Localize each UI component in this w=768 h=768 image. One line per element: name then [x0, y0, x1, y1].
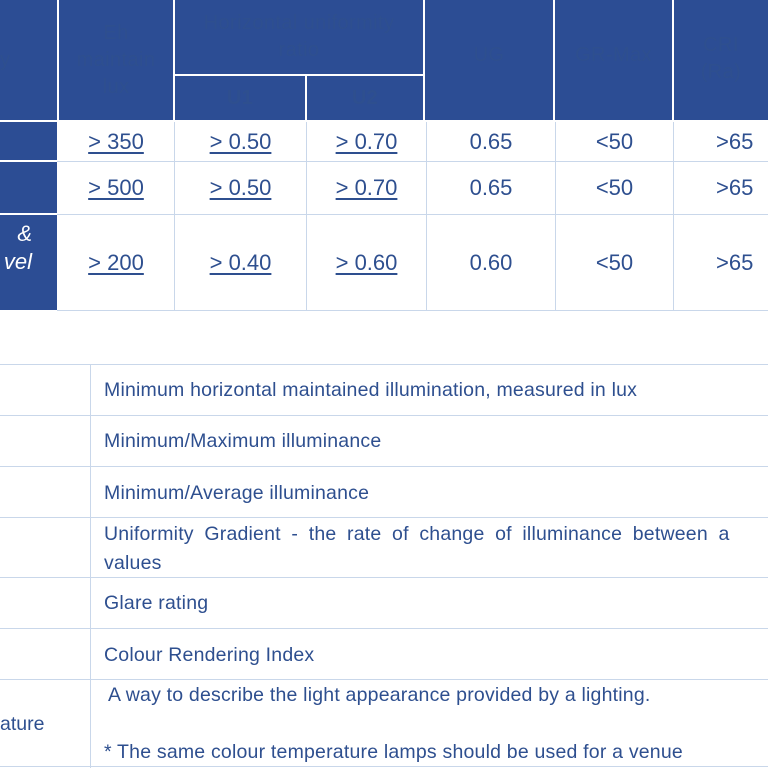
- definitions-row-divider: [0, 466, 768, 467]
- cell-eh: [58, 162, 174, 214]
- cell-u2: [307, 162, 426, 214]
- header-cell-first: [0, 0, 57, 120]
- header-hur-line2: ratio: [278, 39, 320, 61]
- cell-eh: [58, 215, 174, 310]
- header-cri-line2: (Ra): [700, 61, 742, 83]
- header-eh-line1: Eh: [103, 21, 129, 44]
- header-eh-line2: maintain: [76, 48, 156, 71]
- definition-cri: Colour Rendering Index: [104, 644, 315, 666]
- definitions-row-divider: [0, 628, 768, 629]
- cell-ug: [427, 215, 555, 310]
- cell-cri-value: >65: [716, 175, 754, 200]
- header-cell-ug: [425, 0, 553, 110]
- definition-colour-temperature-note: * The same colour temperature lamps should be used for a venue: [104, 741, 683, 763]
- cell-ug-value: 0.60: [469, 249, 513, 275]
- cell-ug: [427, 122, 555, 162]
- definition-ug-continued: values: [104, 552, 162, 574]
- cell-eh-value: > 200: [88, 249, 144, 275]
- header-eh-line3: lux: [102, 75, 130, 98]
- definitions-row-divider: [0, 364, 768, 365]
- cell-cri: [674, 122, 768, 162]
- cell-u2-value: > 0.60: [335, 249, 398, 275]
- header-cell-u2: [307, 76, 423, 120]
- cell-ug: [427, 162, 555, 214]
- cell-u1: [175, 122, 306, 162]
- cell-u1: [175, 215, 306, 310]
- cell-gr: [556, 215, 673, 310]
- definitions-row-divider: [0, 577, 768, 578]
- definitions-row-divider: [0, 517, 768, 518]
- header-cell-cri: [674, 10, 768, 120]
- header-cell-eh: [59, 0, 173, 120]
- definition-gr: Glare rating: [104, 592, 209, 614]
- cell-cri: [674, 162, 768, 214]
- cell-gr-value: <50: [595, 129, 634, 154]
- header-cri-line1: CRI: [703, 34, 739, 56]
- definition-eh: Minimum horizontal maintained illumination, measured in lux: [104, 379, 638, 401]
- cell-ug-value: 0.65: [469, 175, 513, 200]
- cell-gr-value: <50: [595, 175, 634, 200]
- cell-u1-value: > 0.40: [209, 249, 272, 275]
- definitions-column-divider: [90, 364, 91, 768]
- term-colour-temperature-partial: ature: [0, 713, 45, 735]
- cell-u2: [307, 122, 426, 162]
- cell-gr: [556, 162, 673, 214]
- cell-gr-value: <50: [595, 249, 634, 275]
- header-u2-label: U2: [351, 86, 379, 109]
- row-label-line2: vel: [3, 249, 32, 274]
- cell-u1: [175, 162, 306, 214]
- row-label-line1: &: [17, 221, 32, 246]
- cell-gr: [556, 122, 673, 162]
- row-label-partial-2: [0, 246, 32, 286]
- header-u1-label: U1: [226, 86, 254, 109]
- cell-cri-value: >65: [716, 129, 754, 154]
- header-hur-line1: Horizontal uniformity: [203, 12, 395, 34]
- definitions-row-divider: [0, 679, 768, 680]
- header-cell-gr: [555, 0, 672, 110]
- header-cell-horizontal-uniformity: [175, 0, 423, 74]
- definition-colour-temperature: A way to describe the light appearance provided by a lighting.: [108, 684, 651, 706]
- cell-eh-value: > 350: [88, 129, 144, 154]
- cell-ug-value: 0.65: [469, 129, 513, 154]
- cell-cri-value: >65: [716, 249, 754, 275]
- cell-u2: [307, 215, 426, 310]
- cell-u2-value: > 0.70: [335, 129, 398, 154]
- cell-u2-value: > 0.70: [335, 175, 398, 200]
- header-ug-label: UG: [473, 43, 505, 66]
- row-divider: [57, 310, 768, 311]
- definition-u1: Minimum/Maximum illuminance: [104, 430, 382, 452]
- definition-u2: Minimum/Average illuminance: [104, 482, 370, 504]
- cell-eh-value: > 500: [88, 175, 144, 200]
- cell-u1-value: > 0.50: [209, 175, 272, 200]
- header-cell-u1: [175, 76, 305, 120]
- definitions-row-divider: [0, 415, 768, 416]
- row-divider: [0, 160, 57, 162]
- definition-ug: Uniformity Gradient - the rate of change of illuminance between a: [104, 523, 730, 545]
- cell-u1-value: > 0.50: [209, 129, 272, 154]
- cell-eh: [58, 122, 174, 162]
- definitions-row-divider: [0, 766, 768, 767]
- header-gr-label: GR-Max: [575, 43, 652, 66]
- header-first-label: y: [0, 48, 11, 71]
- cell-cri: [674, 215, 768, 310]
